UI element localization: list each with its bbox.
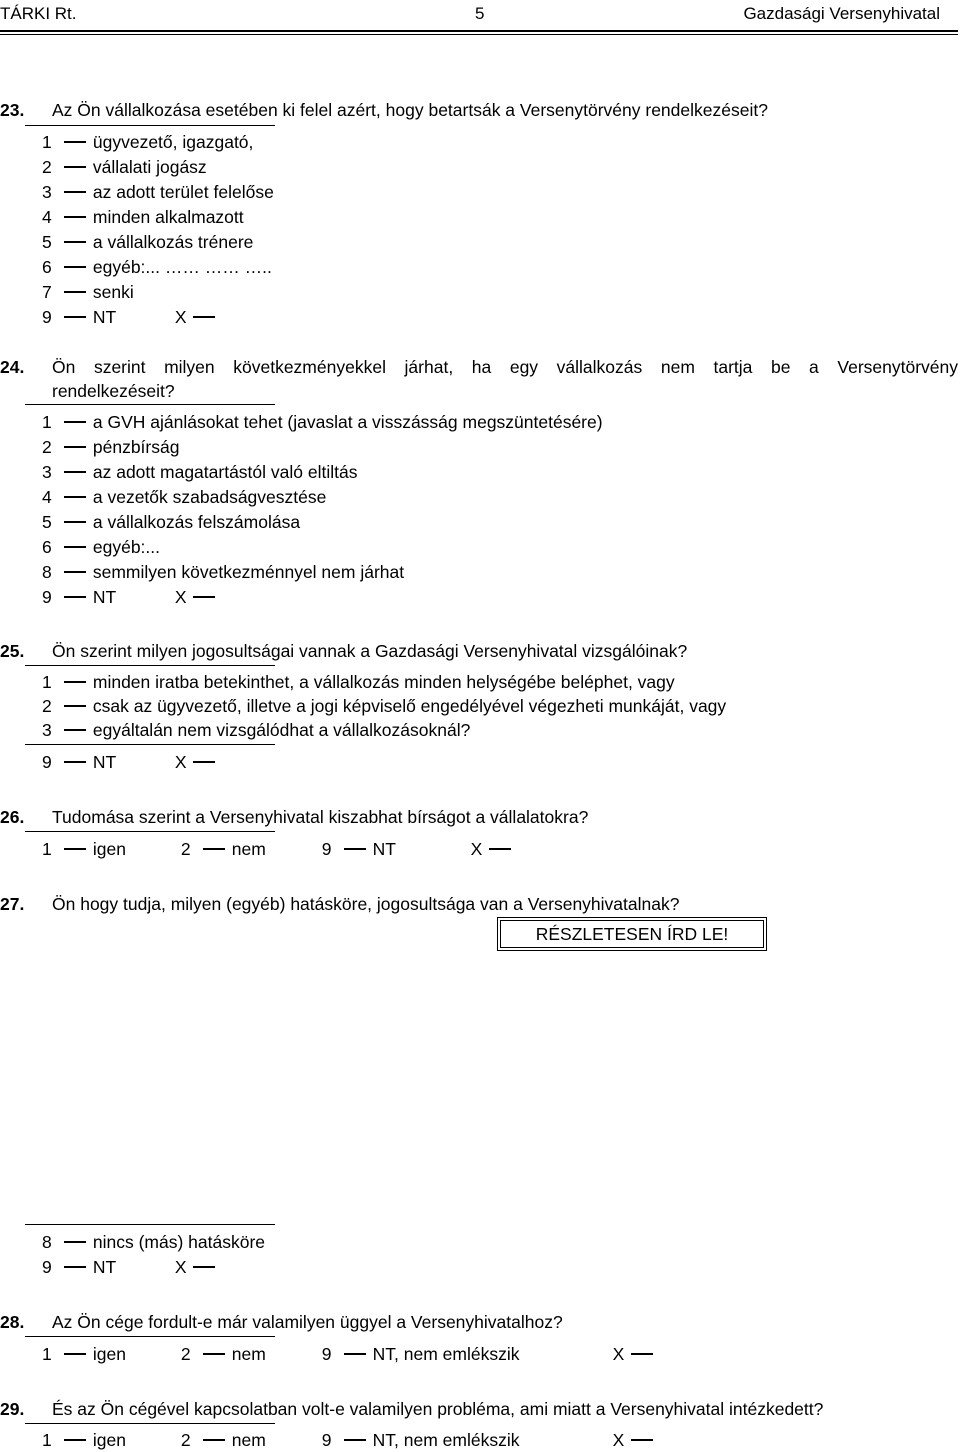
option-code: 3 (42, 462, 52, 482)
answer-rule (25, 1336, 275, 1337)
option-label: ügyvezető, igazgató, (92, 132, 254, 152)
dash-icon (64, 1266, 86, 1268)
x-marker: X (174, 307, 187, 327)
dash-icon (64, 166, 86, 168)
x-marker: X (470, 839, 483, 859)
option-label: egyéb:... …… …… ….. (92, 257, 272, 277)
question-number: 24. (0, 357, 25, 377)
question-number: 25. (0, 641, 25, 661)
option-row (42, 180, 274, 204)
option-label: az adott magatartástól való eltiltás (92, 462, 358, 482)
option-row (42, 435, 179, 459)
dash-icon (64, 571, 86, 573)
dash-icon (64, 729, 86, 731)
option-code: 5 (42, 232, 52, 252)
option-code: 9 (42, 1257, 52, 1277)
option-code: 2 (42, 157, 52, 177)
dash-icon (64, 141, 86, 143)
option-label: a vállalkozás felszámolása (92, 512, 301, 532)
answer-rule (25, 665, 275, 666)
question-text: Ön szerint milyen következményekkel járhat, ha egy vállalkozás nem tartja be a Versenytörvény (52, 357, 958, 377)
option-row (42, 694, 726, 718)
option-label: minden iratba betekinthet, a vállalkozás minden helységébe beléphet, vagy (92, 672, 675, 692)
instruction-box: RÉSZLETESEN ÍRD LE! (500, 920, 764, 948)
option-row (42, 255, 272, 279)
question-text: Tudomása szerint a Versenyhivatal kiszabhat bírságot a vállalatokra? (52, 807, 589, 827)
question-29 (0, 1397, 958, 1421)
dash-icon (64, 546, 86, 548)
option-code: 1 (42, 412, 52, 432)
option-row (42, 718, 470, 742)
dash-icon (193, 1266, 215, 1268)
question-24 (0, 355, 958, 403)
option-row-inline (42, 1342, 655, 1366)
option-row (42, 485, 326, 509)
dash-icon (489, 848, 511, 850)
option-row (42, 510, 300, 534)
option-label: csak az ügyvezető, illetve a jogi képviselő engedélyével végezheti munkáját, vagy (92, 696, 727, 716)
answer-rule (25, 1224, 275, 1225)
question-text: Az Ön cége fordult-e már valamilyen üggyel a Versenyhivatalhoz? (52, 1312, 563, 1332)
option-row (42, 410, 603, 434)
option-label: NT (92, 307, 117, 327)
dash-icon (64, 761, 86, 763)
option-label: igen (92, 839, 126, 859)
dash-icon (64, 496, 86, 498)
option-code: 2 (180, 839, 191, 859)
option-label: igen (92, 1430, 126, 1450)
dash-icon (64, 316, 86, 318)
dash-icon (631, 1439, 653, 1441)
dash-icon (64, 241, 86, 243)
header-left: TÁRKI Rt. (0, 4, 77, 23)
option-code: 1 (42, 839, 52, 859)
header-rule-thin (0, 34, 958, 35)
option-row (42, 460, 357, 484)
dash-icon (344, 848, 366, 850)
option-label: nem (231, 1430, 266, 1450)
option-label: semmilyen következménnyel nem járhat (92, 562, 405, 582)
question-26 (0, 805, 958, 829)
dash-icon (203, 1439, 225, 1441)
option-row (42, 670, 675, 694)
dash-icon (193, 761, 215, 763)
page-number: 5 (475, 4, 485, 23)
question-number: 28. (0, 1312, 25, 1332)
option-row (42, 280, 134, 304)
x-marker: X (612, 1430, 625, 1450)
dash-icon (64, 1241, 86, 1243)
option-code: 5 (42, 512, 52, 532)
dash-icon (64, 681, 86, 683)
option-label: vállalati jogász (92, 157, 207, 177)
option-code: 1 (42, 1430, 52, 1450)
answer-rule (25, 744, 275, 745)
dash-icon (193, 596, 215, 598)
question-number: 29. (0, 1399, 25, 1419)
x-marker: X (174, 752, 187, 772)
option-row (42, 1230, 265, 1254)
option-label: NT, nem emlékszik (372, 1344, 520, 1364)
dash-icon (64, 291, 86, 293)
dash-icon (344, 1439, 366, 1441)
option-row (42, 130, 253, 154)
option-row (42, 205, 244, 229)
option-label: nem (231, 1344, 266, 1364)
option-label: egyéb:... (92, 537, 161, 557)
option-code: 2 (42, 437, 52, 457)
option-label: a vezetők szabadságvesztése (92, 487, 327, 507)
dash-icon (64, 1353, 86, 1355)
option-row-nt (42, 585, 217, 609)
question-25 (0, 639, 958, 663)
dash-icon (64, 446, 86, 448)
dash-icon (64, 191, 86, 193)
option-label: igen (92, 1344, 126, 1364)
option-label: a vállalkozás trénere (92, 232, 254, 252)
question-28 (0, 1310, 958, 1334)
dash-icon (631, 1353, 653, 1355)
option-code: 3 (42, 182, 52, 202)
option-code: 2 (180, 1344, 191, 1364)
answer-rule (25, 831, 275, 832)
x-marker: X (174, 587, 187, 607)
header-right: Gazdasági Versenyhivatal (743, 4, 940, 23)
option-label: a GVH ajánlásokat tehet (javaslat a visszásság megszüntetésére) (92, 412, 603, 432)
dash-icon (64, 266, 86, 268)
question-27 (0, 892, 958, 916)
option-label: NT, nem emlékszik (372, 1430, 520, 1450)
option-code: 2 (180, 1430, 191, 1450)
option-row-inline (42, 1428, 655, 1452)
option-code: 8 (42, 1232, 52, 1252)
dash-icon (203, 1353, 225, 1355)
x-marker: X (612, 1344, 625, 1364)
option-label: pénzbírság (92, 437, 180, 457)
option-label: minden alkalmazott (92, 207, 244, 227)
answer-rule (25, 1423, 275, 1424)
question-text: Ön hogy tudja, milyen (egyéb) hatásköre, jogosultsága van a Versenyhivatalnak? (52, 894, 680, 914)
dash-icon (64, 596, 86, 598)
option-row (42, 155, 207, 179)
dash-icon (64, 1439, 86, 1441)
answer-rule (25, 125, 275, 126)
dash-icon (344, 1353, 366, 1355)
option-code: 4 (42, 487, 52, 507)
option-code: 9 (42, 587, 52, 607)
option-code: 3 (42, 720, 52, 740)
question-text: Az Ön vállalkozása esetében ki felel azért, hogy betartsák a Versenytörvény rendelkezéseit? (52, 100, 768, 120)
option-code: 2 (42, 696, 52, 716)
dash-icon (193, 316, 215, 318)
question-text: És az Ön cégével kapcsolatban volt-e valamilyen probléma, ami miatt a Versenyhivatal intézkedett? (52, 1399, 824, 1419)
option-code: 1 (42, 1344, 52, 1364)
option-label: senki (92, 282, 134, 302)
question-text: Ön szerint milyen jogosultságai vannak a Gazdasági Versenyhivatal vizsgálóinak? (52, 641, 688, 661)
question-number: 23. (0, 100, 25, 120)
dash-icon (64, 471, 86, 473)
question-23 (0, 98, 958, 122)
option-label: NT (92, 1257, 117, 1277)
option-code: 9 (42, 752, 52, 772)
option-label: NT (372, 839, 396, 859)
option-label: NT (92, 587, 117, 607)
question-number: 27. (0, 894, 25, 914)
option-code: 1 (42, 132, 52, 152)
option-row (42, 535, 160, 559)
option-label: egyáltalán nem vizsgálódhat a vállalkozásoknál? (92, 720, 471, 740)
option-code: 4 (42, 207, 52, 227)
option-code: 9 (321, 1344, 332, 1364)
header-rule (0, 30, 958, 32)
option-code: 6 (42, 537, 52, 557)
dash-icon (64, 705, 86, 707)
option-row-inline (42, 837, 513, 861)
option-label: nincs (más) hatásköre (92, 1232, 266, 1252)
option-code: 7 (42, 282, 52, 302)
option-code: 9 (321, 839, 332, 859)
dash-icon (64, 216, 86, 218)
option-code: 9 (321, 1430, 332, 1450)
option-label: az adott terület felelőse (92, 182, 274, 202)
option-row (42, 230, 253, 254)
question-number: 26. (0, 807, 25, 827)
option-label: NT (92, 752, 117, 772)
dash-icon (203, 848, 225, 850)
question-text-continued: rendelkezéseit? (52, 381, 175, 401)
option-label: nem (231, 839, 266, 859)
option-code: 9 (42, 307, 52, 327)
option-row-nt (42, 1255, 217, 1279)
option-row-nt (42, 750, 217, 774)
option-code: 8 (42, 562, 52, 582)
option-row (42, 560, 404, 584)
dash-icon (64, 848, 86, 850)
option-code: 1 (42, 672, 52, 692)
answer-rule (25, 404, 275, 405)
dash-icon (64, 421, 86, 423)
option-row-nt (42, 305, 217, 329)
option-code: 6 (42, 257, 52, 277)
dash-icon (64, 521, 86, 523)
x-marker: X (174, 1257, 187, 1277)
